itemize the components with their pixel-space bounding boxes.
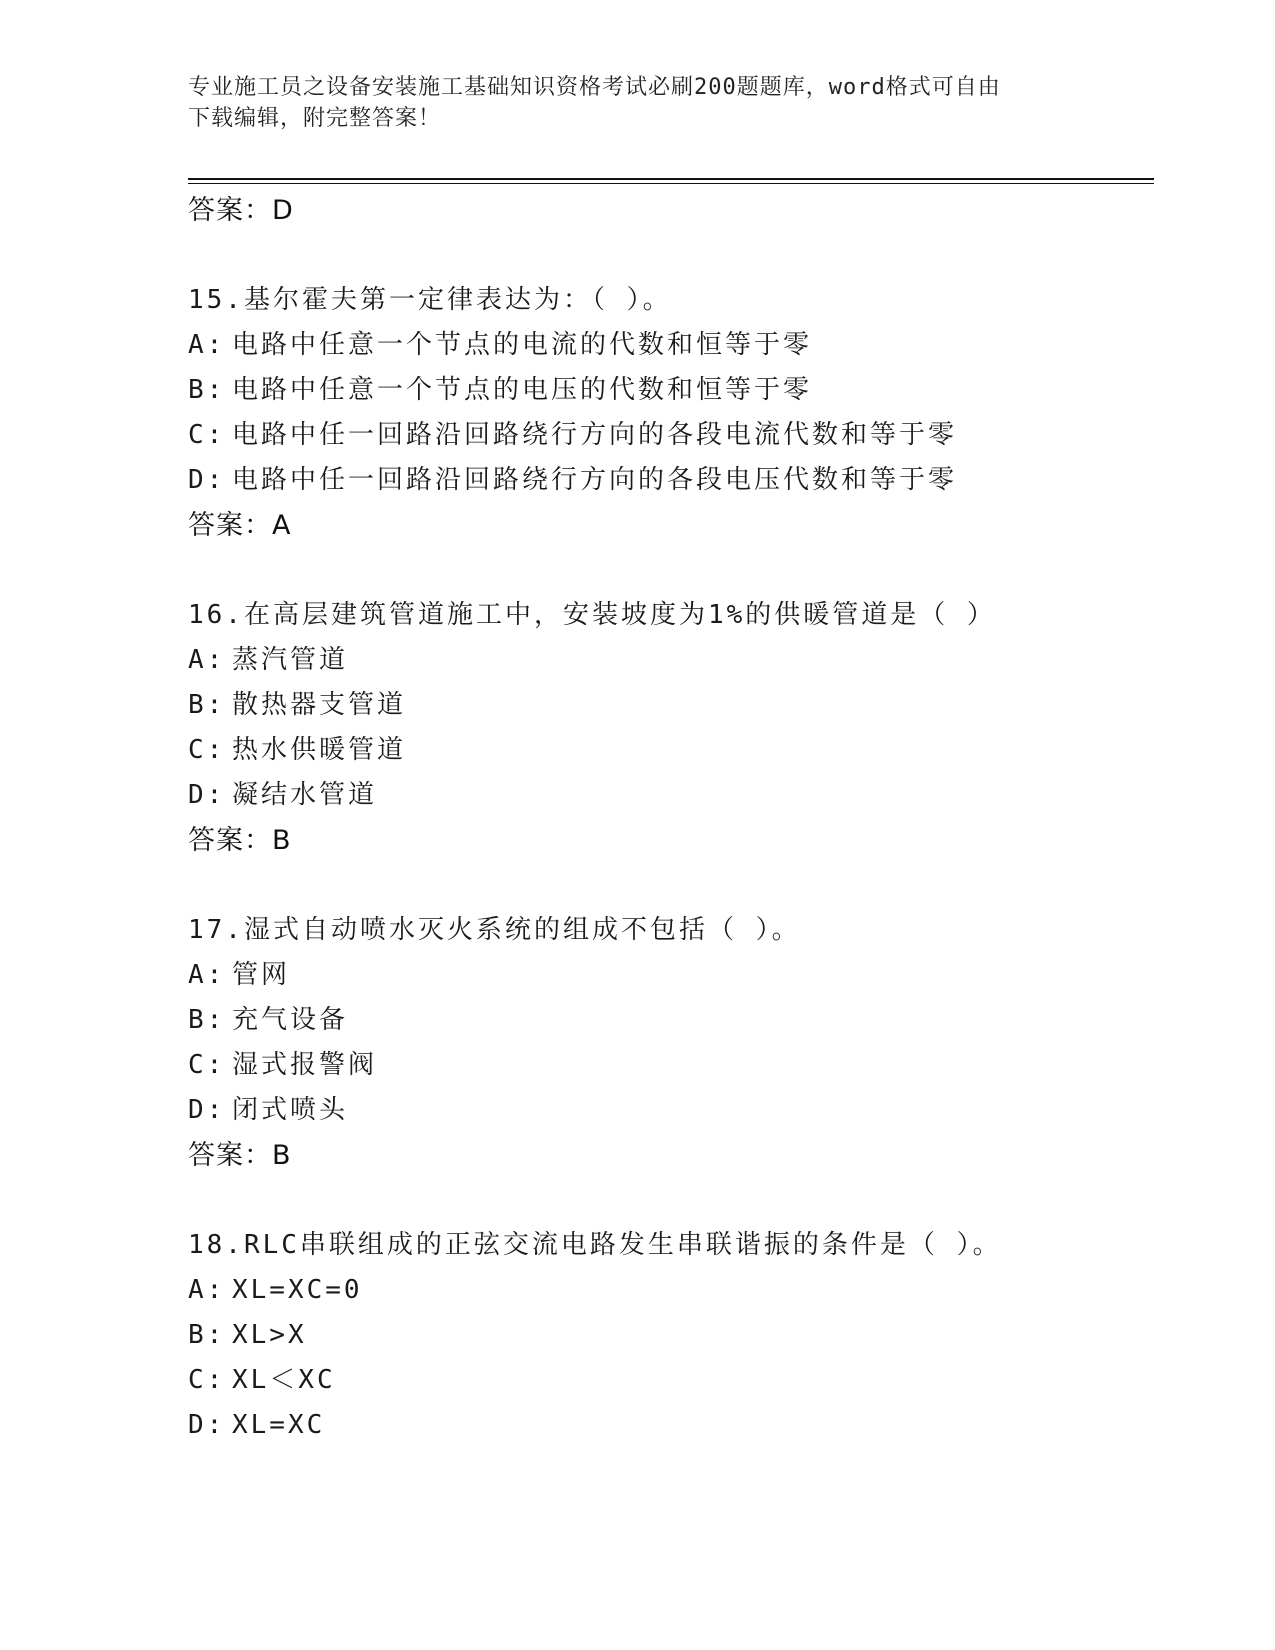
option-letter: A: bbox=[188, 645, 226, 675]
question-15 bbox=[188, 278, 1154, 548]
question-17 bbox=[188, 908, 1154, 1178]
option-letter: A: bbox=[188, 1275, 226, 1305]
header-line-1: 专业施工员之设备安装施工基础知识资格考试必刷200题题库，word格式可自由 bbox=[188, 75, 1001, 100]
option-c bbox=[188, 413, 1154, 458]
question-18 bbox=[188, 1223, 1154, 1448]
option-letter: C: bbox=[188, 1050, 226, 1080]
option-a bbox=[188, 1268, 1154, 1313]
option-letter: D: bbox=[188, 780, 226, 810]
option-d bbox=[188, 1088, 1154, 1133]
question-stem: 17.湿式自动喷水灭火系统的组成不包括（ ）。 bbox=[188, 915, 801, 945]
spacer bbox=[188, 233, 1154, 278]
spacer bbox=[188, 548, 1154, 593]
option-text: 充气设备 bbox=[232, 1005, 349, 1035]
option-b bbox=[188, 368, 1154, 413]
option-letter: D: bbox=[188, 465, 226, 495]
option-a bbox=[188, 638, 1154, 683]
answer: 答案：B bbox=[188, 1140, 292, 1171]
option-c bbox=[188, 728, 1154, 773]
answer: 答案：A bbox=[188, 510, 292, 541]
option-b bbox=[188, 1313, 1154, 1358]
header-rule-thin bbox=[188, 183, 1154, 184]
option-text: XL=XC bbox=[232, 1410, 326, 1440]
option-a bbox=[188, 953, 1154, 998]
option-d bbox=[188, 773, 1154, 818]
option-letter: C: bbox=[188, 735, 226, 765]
option-text: 热水供暖管道 bbox=[232, 735, 407, 765]
option-letter: B: bbox=[188, 1005, 226, 1035]
option-text: 电路中任意一个节点的电压的代数和恒等于零 bbox=[232, 375, 813, 405]
question-16 bbox=[188, 593, 1154, 863]
option-d bbox=[188, 1403, 1154, 1448]
question-list bbox=[188, 188, 1154, 1448]
option-letter: D: bbox=[188, 1410, 226, 1440]
option-letter: B: bbox=[188, 375, 226, 405]
option-b bbox=[188, 683, 1154, 728]
option-text: 凝结水管道 bbox=[232, 780, 378, 810]
option-text: 管网 bbox=[232, 960, 291, 990]
option-text: 蒸汽管道 bbox=[232, 645, 349, 675]
option-text: 湿式报警阀 bbox=[232, 1050, 378, 1080]
question-stem: 18.RLC串联组成的正弦交流电路发生串联谐振的条件是（ ）。 bbox=[188, 1230, 1002, 1260]
previous-answer: 答案：D bbox=[188, 195, 294, 226]
option-letter: A: bbox=[188, 330, 226, 360]
option-c bbox=[188, 1358, 1154, 1403]
spacer bbox=[188, 1178, 1154, 1223]
option-letter: A: bbox=[188, 960, 226, 990]
option-letter: D: bbox=[188, 1095, 226, 1125]
option-text: 电路中任一回路沿回路绕行方向的各段电压代数和等于零 bbox=[232, 465, 958, 495]
header-rule-thick bbox=[188, 178, 1154, 180]
option-text: XL=XC=0 bbox=[232, 1275, 363, 1305]
header-line-2: 下载编辑，附完整答案！ bbox=[188, 106, 442, 131]
option-letter: B: bbox=[188, 1320, 226, 1350]
option-text: 闭式喷头 bbox=[232, 1095, 349, 1125]
option-letter: C: bbox=[188, 420, 226, 450]
spacer bbox=[188, 863, 1154, 908]
option-text: XL>X bbox=[232, 1320, 307, 1350]
option-letter: B: bbox=[188, 690, 226, 720]
option-b bbox=[188, 998, 1154, 1043]
option-text: 电路中任一回路沿回路绕行方向的各段电流代数和等于零 bbox=[232, 420, 958, 450]
option-text: 散热器支管道 bbox=[232, 690, 407, 720]
option-a bbox=[188, 323, 1154, 368]
option-text: 电路中任意一个节点的电流的代数和恒等于零 bbox=[232, 330, 813, 360]
option-d bbox=[188, 458, 1154, 503]
answer: 答案：B bbox=[188, 825, 292, 856]
option-letter: C: bbox=[188, 1365, 226, 1395]
option-text: XL＜XC bbox=[232, 1365, 336, 1395]
option-c bbox=[188, 1043, 1154, 1088]
question-stem: 16.在高层建筑管道施工中，安装坡度为1%的供暖管道是（ ） bbox=[188, 600, 996, 630]
document-header bbox=[188, 72, 1068, 134]
question-stem: 15.基尔霍夫第一定律表达为：（ ）。 bbox=[188, 285, 672, 315]
